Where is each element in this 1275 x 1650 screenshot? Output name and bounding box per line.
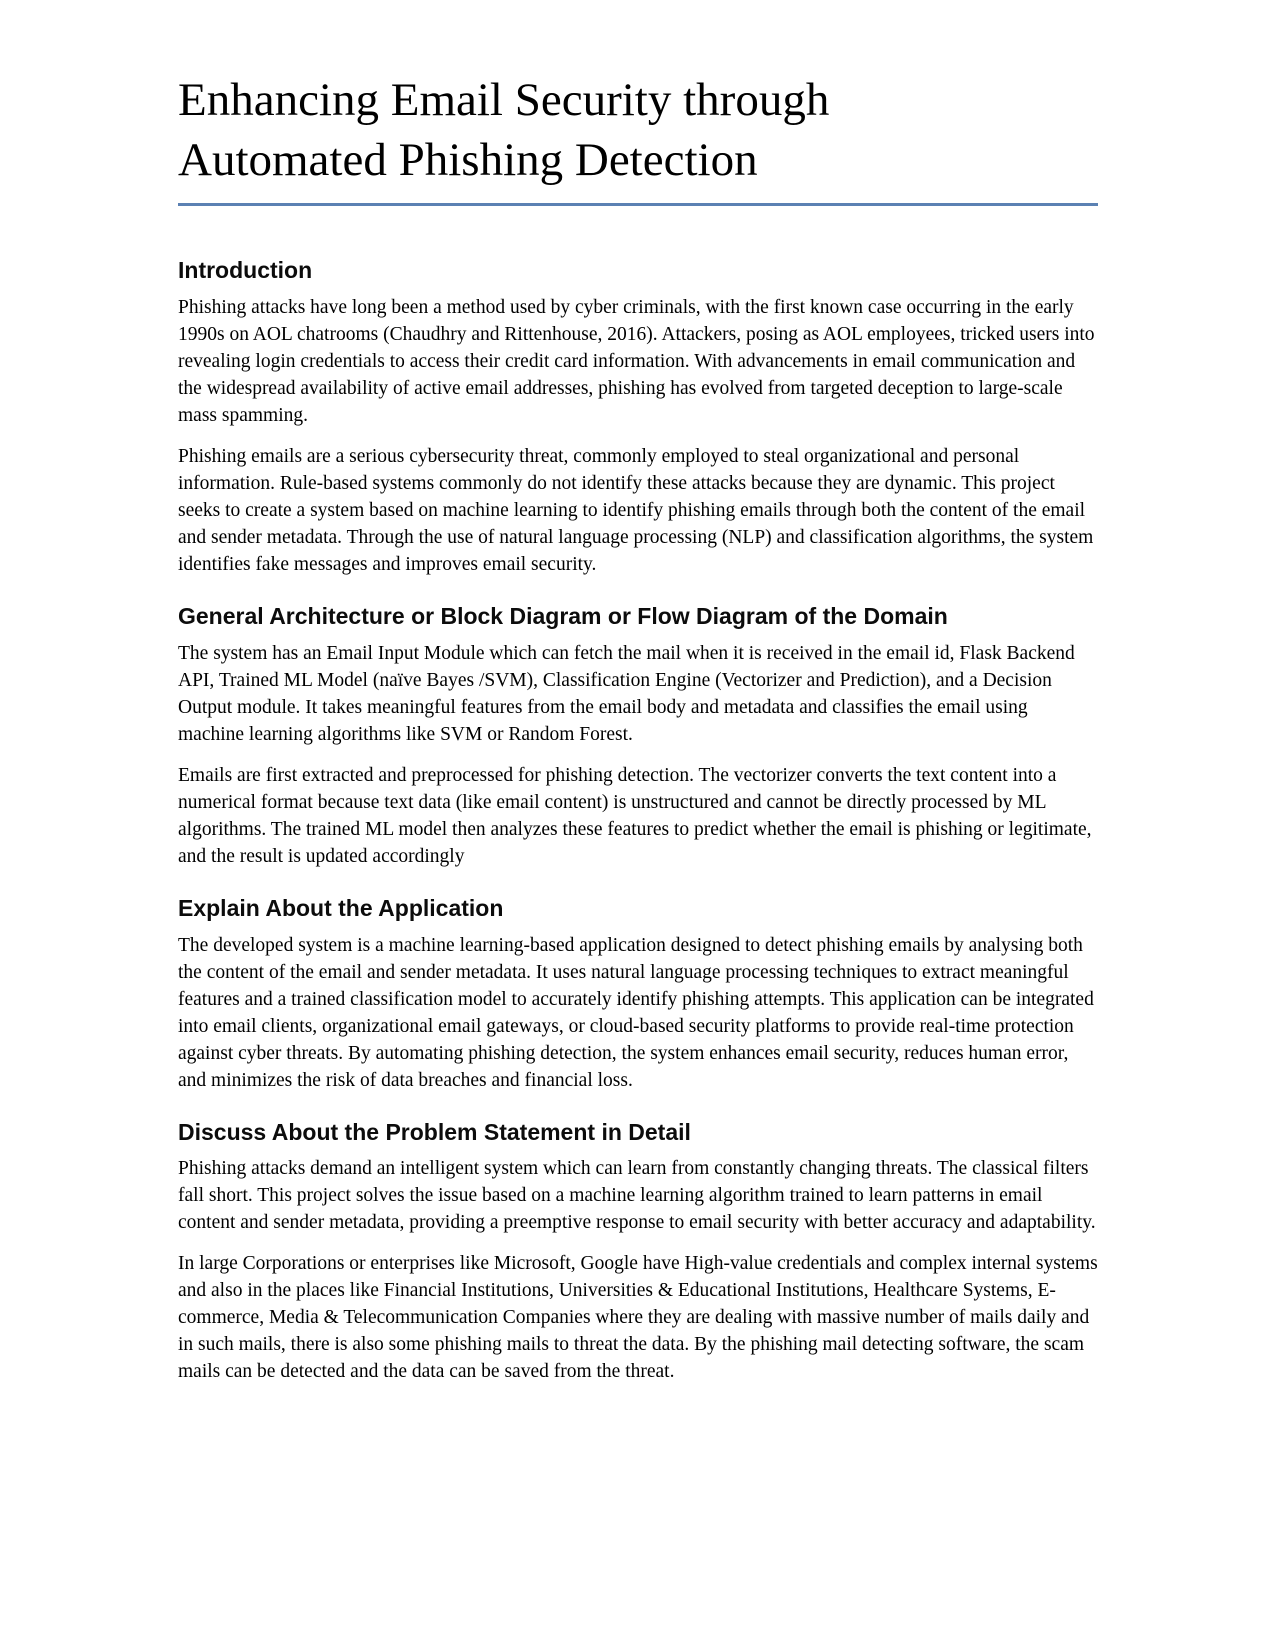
paragraph: The system has an Email Input Module which can fetch the mail when it is received in the email id, Flask Backend API, Trained ML Model (naïve Bayes /SVM), Classification Engine (Vectorizer and Prediction), and a Decision Output module. It takes meaningful features from the email body and metadata and classifies the email using machine learning algorithms like SVM or Random Forest. (178, 642, 1075, 745)
document-title: Enhancing Email Security through Automated Phishing Detection (178, 74, 830, 187)
section-problem-statement (178, 1118, 1098, 1386)
title-block (178, 70, 1098, 206)
paragraph: In large Corporations or enterprises like Microsoft, Google have High-value credentials and complex internal systems and also in the places like Financial Institutions, Universities & Educational Institutions, Healthcare Systems, E-commerce, Media & Telecommunication Companies where they are dealing with massive number of mails daily and in such mails, there is also some phishing mails to threat the data. By the phishing mail detecting software, the scam mails can be detected and the data can be saved from the threat. (178, 1253, 1098, 1383)
section-heading-problem-statement: Discuss About the Problem Statement in Detail (178, 1118, 691, 1145)
paragraph: Phishing attacks demand an intelligent system which can learn from constantly changing threats. The classical filters fall short. This project solves the issue based on a machine learning algorithm trained to learn patterns in email content and sender metadata, providing a preemptive response to email security with better accuracy and adaptability. (178, 1158, 1096, 1234)
paragraph: The developed system is a machine learning-based application designed to detect phishing emails by analysing both the content of the email and sender metadata. It uses natural language processing techniques to extract meaningful features and a trained classification model to accurately identify phishing attempts. This application can be integrated into email clients, organizational email gateways, or cloud-based security platforms to provide real-time protection against cyber threats. By automating phishing detection, the system enhances email security, reduces human error, and minimizes the risk of data breaches and financial loss. (178, 934, 1094, 1091)
section-general-architecture (178, 602, 1098, 870)
paragraph: Phishing emails are a serious cybersecurity threat, commonly employed to steal organizational and personal information. Rule-based systems commonly do not identify these attacks because they are dynamic. This project seeks to create a system based on machine learning to identify phishing emails through both the content of the email and sender metadata. Through the use of natural language processing (NLP) and classification algorithms, the system identifies fake messages and improves email security. (178, 446, 1094, 576)
section-explain-application (178, 894, 1098, 1094)
section-introduction (178, 256, 1098, 578)
section-heading-introduction: Introduction (178, 257, 313, 284)
section-heading-general-architecture: General Architecture or Block Diagram or Flow Diagram of the Domain (178, 603, 948, 630)
paragraph: Phishing attacks have long been a method used by cyber criminals, with the first known case occurring in the early 1990s on AOL chatrooms (Chaudhry and Rittenhouse, 2016). Attackers, posing as AOL employees, tricked users into revealing login credentials to access their credit card information. With advancements in email communication and the widespread availability of active email addresses, phishing has evolved from targeted deception to large-scale mass spamming. (178, 297, 1095, 427)
section-heading-explain-application: Explain About the Application (178, 894, 504, 921)
paragraph: Emails are first extracted and preprocessed for phishing detection. The vectorizer converts the text content into a numerical format because text data (like email content) is unstructured and cannot be directly processed by ML algorithms. The trained ML model then analyzes these features to predict whether the email is phishing or legitimate, and the result is updated accordingly (178, 764, 1092, 867)
